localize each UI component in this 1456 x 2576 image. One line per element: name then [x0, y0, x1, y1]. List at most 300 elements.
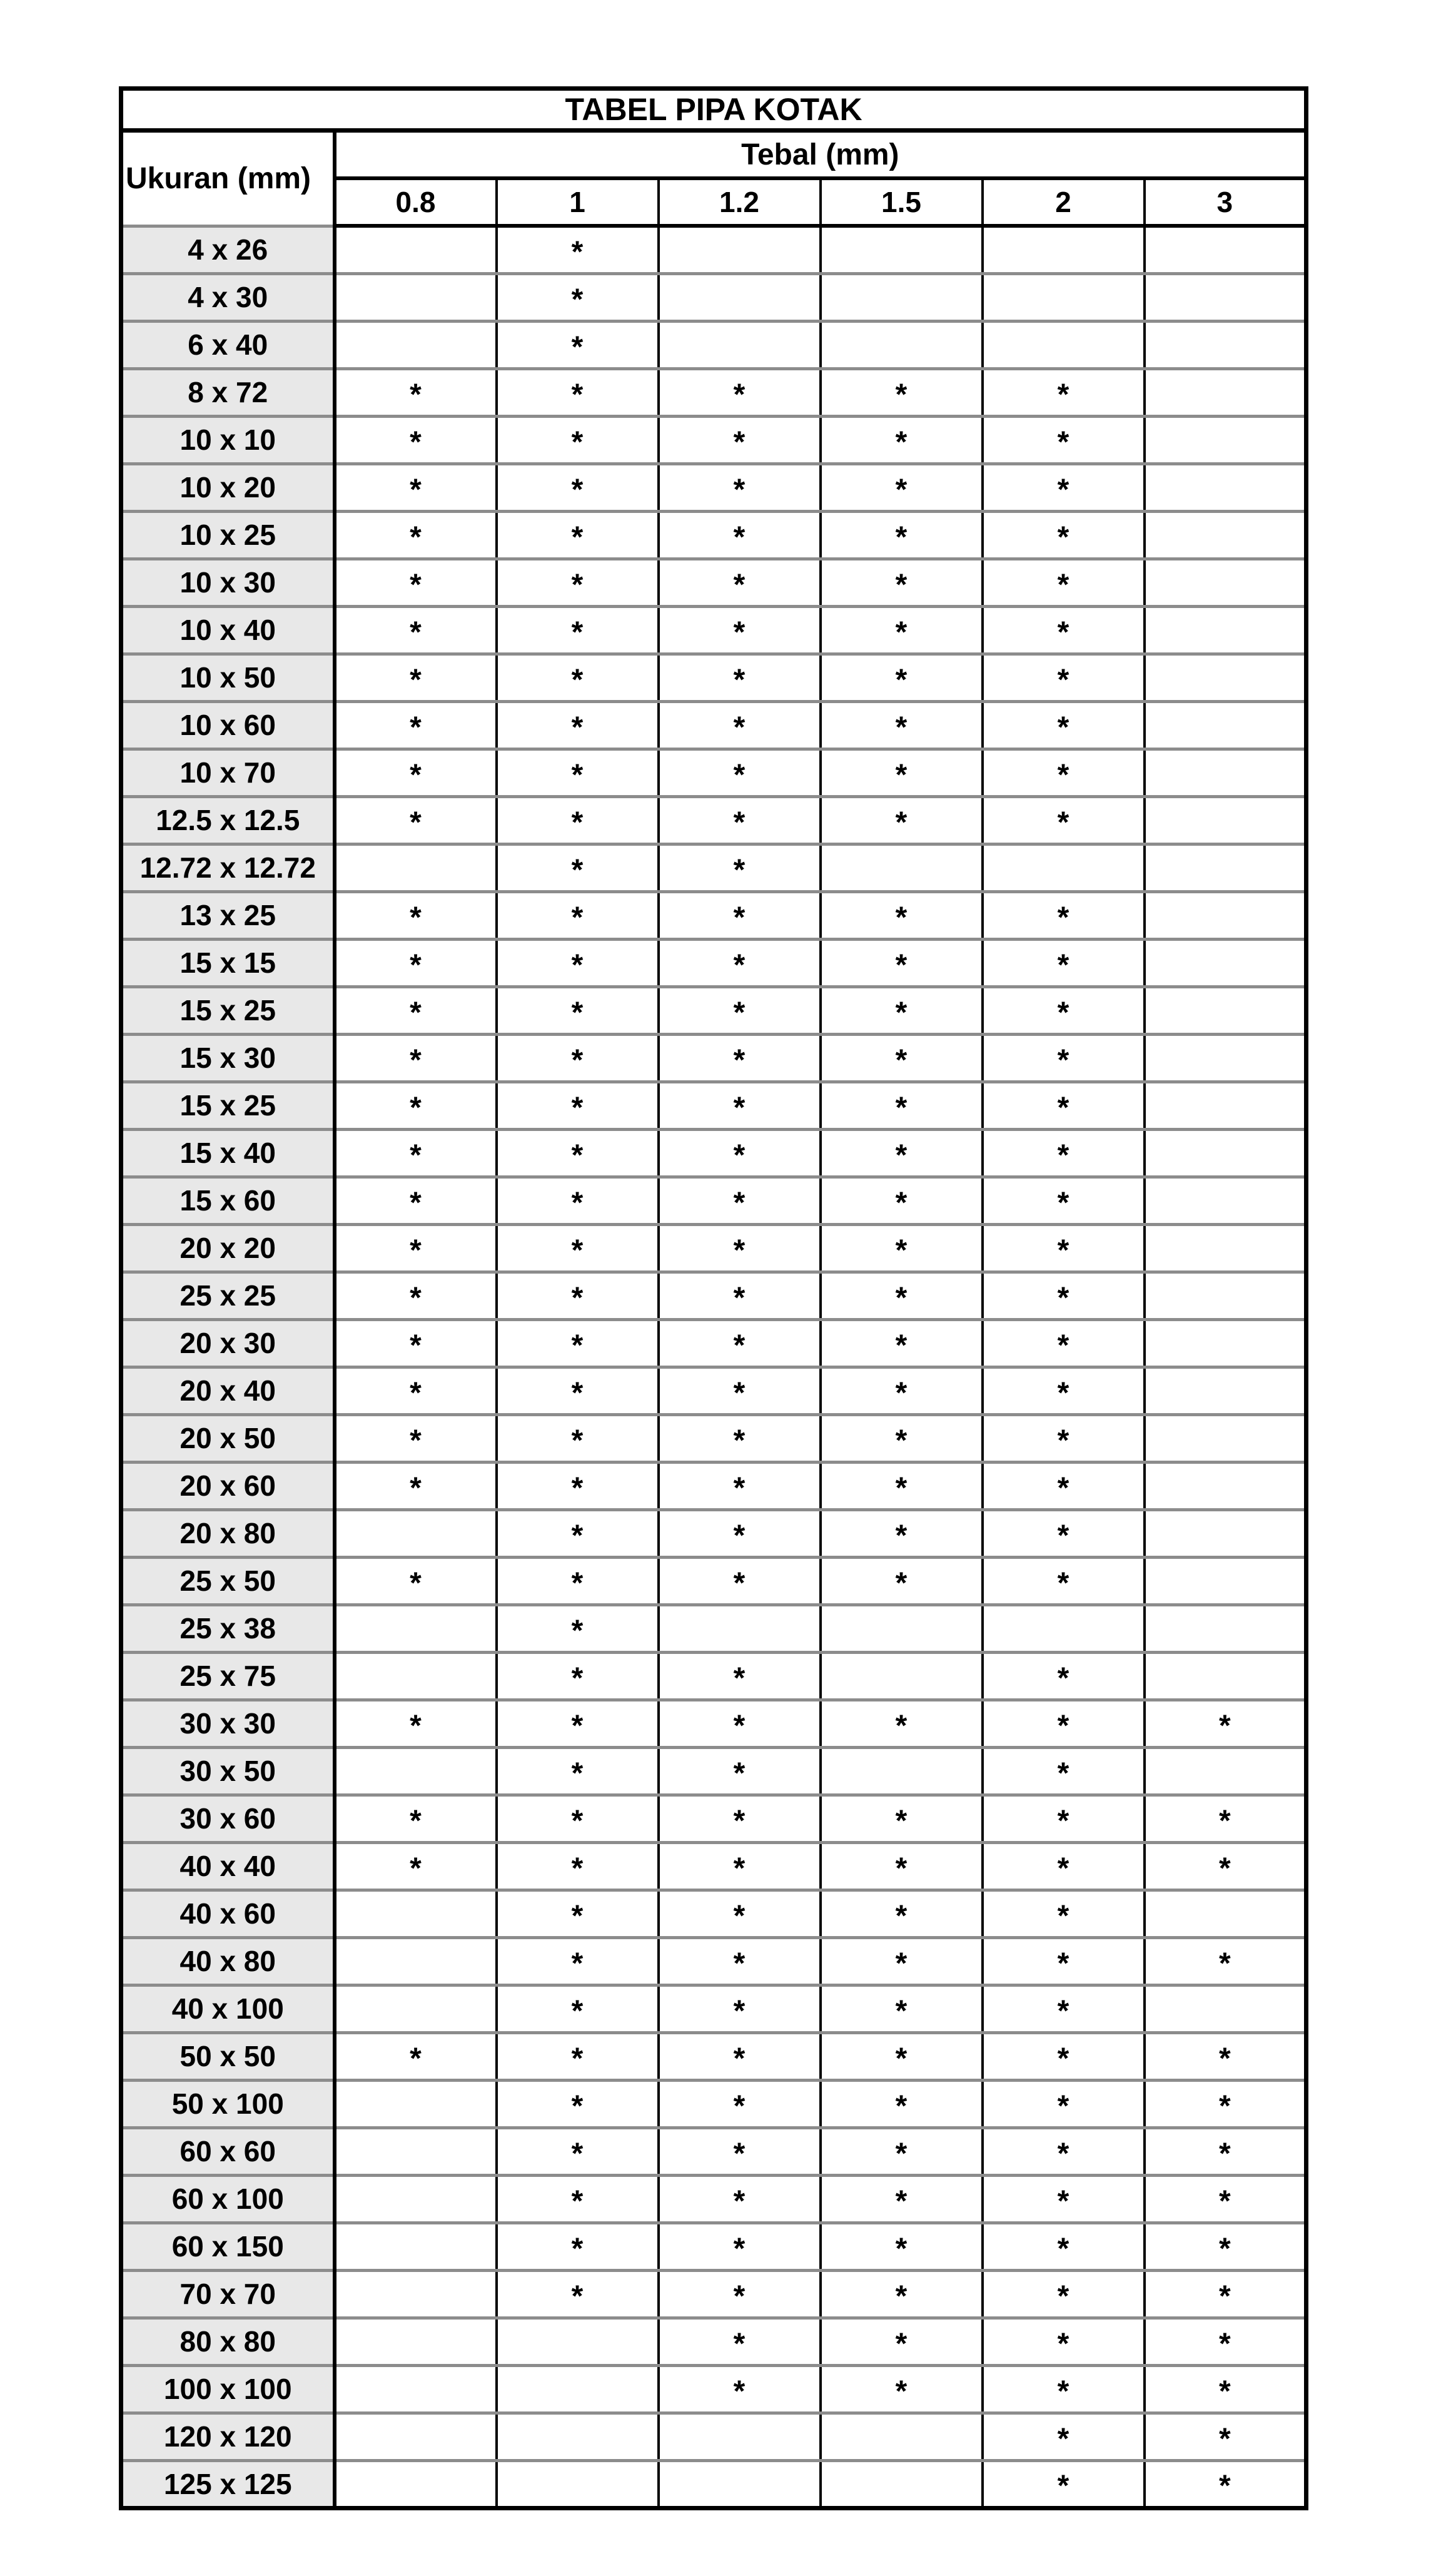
empty-cell: [1145, 701, 1307, 749]
asterisk-mark: *: [410, 567, 422, 601]
asterisk-mark: *: [733, 1138, 746, 1172]
mark-cell: [659, 2223, 821, 2270]
asterisk-mark: *: [571, 1946, 584, 1980]
asterisk-mark: *: [895, 2231, 907, 2265]
table-row: [121, 1414, 1307, 1462]
mark-cell: [497, 368, 659, 416]
asterisk-mark: *: [895, 805, 907, 839]
mark-cell: [821, 1082, 983, 1129]
asterisk-mark: *: [1057, 1280, 1069, 1314]
mark-cell: [659, 654, 821, 701]
mark-cell: [821, 2127, 983, 2175]
mark-cell: [659, 844, 821, 891]
mark-cell: [983, 606, 1145, 654]
mark-cell: [659, 2365, 821, 2413]
asterisk-mark: *: [571, 900, 584, 934]
asterisk-mark: *: [1218, 2469, 1231, 2503]
mark-cell: [1145, 2127, 1307, 2175]
asterisk-mark: *: [1057, 805, 1069, 839]
asterisk-mark: *: [571, 995, 584, 1029]
empty-cell: [497, 2460, 659, 2508]
asterisk-mark: *: [571, 2136, 584, 2170]
table-row: [121, 1985, 1307, 2032]
empty-cell: [659, 2460, 821, 2508]
asterisk-mark: *: [895, 1043, 907, 1077]
asterisk-mark: *: [1057, 1328, 1069, 1362]
mark-cell: [335, 1224, 497, 1272]
mark-cell: [659, 1557, 821, 1605]
size-cell: 12.72 x 12.72: [121, 844, 335, 891]
asterisk-mark: *: [895, 758, 907, 791]
mark-cell: [497, 1177, 659, 1224]
mark-cell: [821, 986, 983, 1034]
mark-cell: [821, 464, 983, 511]
mark-cell: [821, 701, 983, 749]
asterisk-mark: *: [571, 1661, 584, 1695]
size-cell: 10 x 30: [121, 559, 335, 606]
mark-cell: [821, 1795, 983, 1842]
mark-cell: [497, 2080, 659, 2127]
size-cell: 50 x 100: [121, 2080, 335, 2127]
size-cell: 15 x 25: [121, 1082, 335, 1129]
table-row: [121, 1509, 1307, 1557]
asterisk-mark: *: [1057, 1708, 1069, 1742]
mark-cell: [335, 1557, 497, 1605]
mark-cell: [497, 701, 659, 749]
empty-cell: [821, 844, 983, 891]
asterisk-mark: *: [571, 1613, 584, 1647]
empty-cell: [1145, 1985, 1307, 2032]
asterisk-mark: *: [410, 758, 422, 791]
table-row: [121, 1652, 1307, 1700]
table-row: [121, 1177, 1307, 1224]
mark-cell: [659, 511, 821, 559]
mark-cell: [659, 2127, 821, 2175]
asterisk-mark: *: [1057, 710, 1069, 744]
size-cell: 30 x 60: [121, 1795, 335, 1842]
empty-cell: [1145, 939, 1307, 986]
mark-cell: [821, 1509, 983, 1557]
asterisk-mark: *: [733, 1423, 746, 1457]
asterisk-mark: *: [733, 1043, 746, 1077]
mark-cell: [1145, 2413, 1307, 2460]
asterisk-mark: *: [1057, 2089, 1069, 2122]
mark-cell: [983, 559, 1145, 606]
mark-cell: [659, 1937, 821, 1985]
group-header-row: [121, 131, 1307, 179]
asterisk-mark: *: [571, 520, 584, 554]
asterisk-mark: *: [733, 472, 746, 506]
asterisk-mark: *: [895, 1899, 907, 1932]
size-cell: 25 x 25: [121, 1272, 335, 1319]
asterisk-mark: *: [733, 1946, 746, 1980]
mark-cell: [497, 1462, 659, 1509]
table-row: [121, 416, 1307, 464]
asterisk-mark: *: [571, 853, 584, 886]
asterisk-mark: *: [733, 1994, 746, 2027]
asterisk-mark: *: [733, 1471, 746, 1504]
asterisk-mark: *: [1057, 2469, 1069, 2503]
empty-cell: [335, 1605, 497, 1652]
empty-cell: [983, 273, 1145, 321]
asterisk-mark: *: [733, 1661, 746, 1695]
mark-cell: [821, 749, 983, 796]
asterisk-mark: *: [895, 948, 907, 981]
mark-cell: [497, 606, 659, 654]
mark-cell: [1145, 2175, 1307, 2223]
mark-cell: [1145, 2080, 1307, 2127]
mark-cell: [335, 939, 497, 986]
size-cell: 40 x 60: [121, 1890, 335, 1937]
mark-cell: [983, 1842, 1145, 1890]
mark-cell: [821, 1272, 983, 1319]
table-row: [121, 654, 1307, 701]
size-cell: 15 x 25: [121, 986, 335, 1034]
mark-cell: [821, 416, 983, 464]
mark-cell: [335, 2032, 497, 2080]
mark-cell: [983, 1509, 1145, 1557]
asterisk-mark: *: [733, 615, 746, 649]
mark-cell: [1145, 2365, 1307, 2413]
empty-cell: [1145, 559, 1307, 606]
mark-cell: [659, 1509, 821, 1557]
asterisk-mark: *: [571, 1994, 584, 2027]
asterisk-mark: *: [1057, 1090, 1069, 1124]
empty-cell: [821, 1747, 983, 1795]
asterisk-mark: *: [410, 995, 422, 1029]
mark-cell: [335, 1795, 497, 1842]
mark-cell: [659, 2318, 821, 2365]
asterisk-mark: *: [410, 1423, 422, 1457]
asterisk-mark: *: [895, 995, 907, 1029]
asterisk-mark: *: [1218, 1803, 1231, 1837]
asterisk-mark: *: [895, 2184, 907, 2218]
table-row: [121, 606, 1307, 654]
asterisk-mark: *: [410, 1090, 422, 1124]
asterisk-mark: *: [571, 2089, 584, 2122]
empty-cell: [1145, 464, 1307, 511]
asterisk-mark: *: [895, 1851, 907, 1885]
size-cell: 40 x 80: [121, 1937, 335, 1985]
asterisk-mark: *: [1057, 1376, 1069, 1409]
mark-cell: [1145, 2270, 1307, 2318]
table-title: TABEL PIPA KOTAK: [121, 89, 1307, 131]
empty-cell: [1145, 1605, 1307, 1652]
empty-cell: [983, 321, 1145, 368]
asterisk-mark: *: [571, 235, 584, 269]
mark-cell: [983, 749, 1145, 796]
size-cell: 10 x 25: [121, 511, 335, 559]
table-row: [121, 1224, 1307, 1272]
table-row: [121, 2080, 1307, 2127]
mark-cell: [497, 511, 659, 559]
mark-cell: [497, 273, 659, 321]
asterisk-mark: *: [1218, 2231, 1231, 2265]
asterisk-mark: *: [410, 377, 422, 411]
table-row: [121, 1842, 1307, 1890]
mark-cell: [983, 1652, 1145, 1700]
table-header: [121, 89, 1307, 226]
asterisk-mark: *: [1057, 662, 1069, 696]
size-cell: 4 x 26: [121, 226, 335, 273]
mark-cell: [821, 1890, 983, 1937]
empty-cell: [821, 273, 983, 321]
mark-cell: [497, 559, 659, 606]
mark-cell: [335, 1842, 497, 1890]
size-cell: 80 x 80: [121, 2318, 335, 2365]
empty-cell: [497, 2365, 659, 2413]
asterisk-mark: *: [733, 1376, 746, 1409]
empty-cell: [821, 1605, 983, 1652]
mark-cell: [497, 1082, 659, 1129]
asterisk-mark: *: [1057, 2421, 1069, 2455]
empty-cell: [335, 2270, 497, 2318]
mark-cell: [659, 939, 821, 986]
mark-cell: [821, 2175, 983, 2223]
mark-cell: [335, 416, 497, 464]
size-cell: 20 x 80: [121, 1509, 335, 1557]
mark-cell: [497, 986, 659, 1034]
table-row: [121, 1605, 1307, 1652]
empty-cell: [1145, 273, 1307, 321]
mark-cell: [497, 654, 659, 701]
asterisk-mark: *: [895, 377, 907, 411]
asterisk-mark: *: [410, 1138, 422, 1172]
asterisk-mark: *: [895, 472, 907, 506]
mark-cell: [983, 416, 1145, 464]
asterisk-mark: *: [410, 1043, 422, 1077]
mark-cell: [659, 796, 821, 844]
mark-cell: [659, 749, 821, 796]
asterisk-mark: *: [571, 377, 584, 411]
empty-cell: [1145, 749, 1307, 796]
empty-cell: [1145, 1890, 1307, 1937]
asterisk-mark: *: [895, 2326, 907, 2360]
asterisk-mark: *: [1057, 1566, 1069, 1600]
mark-cell: [335, 1367, 497, 1414]
asterisk-mark: *: [1218, 2374, 1231, 2408]
mark-cell: [335, 796, 497, 844]
table-row: [121, 986, 1307, 1034]
mark-cell: [659, 1367, 821, 1414]
empty-cell: [1145, 1557, 1307, 1605]
table-row: [121, 2413, 1307, 2460]
asterisk-mark: *: [571, 710, 584, 744]
table-row: [121, 2127, 1307, 2175]
asterisk-mark: *: [1057, 1899, 1069, 1932]
empty-cell: [335, 2460, 497, 2508]
size-cell: 120 x 120: [121, 2413, 335, 2460]
mark-cell: [983, 986, 1145, 1034]
empty-cell: [821, 2413, 983, 2460]
asterisk-mark: *: [895, 1471, 907, 1504]
empty-cell: [983, 226, 1145, 273]
table-row: [121, 464, 1307, 511]
asterisk-mark: *: [895, 2136, 907, 2170]
mark-cell: [497, 321, 659, 368]
asterisk-mark: *: [1057, 900, 1069, 934]
table-row: [121, 2223, 1307, 2270]
mark-cell: [659, 559, 821, 606]
size-cell: 25 x 50: [121, 1557, 335, 1605]
asterisk-mark: *: [1218, 2326, 1231, 2360]
asterisk-mark: *: [571, 662, 584, 696]
size-cell: 70 x 70: [121, 2270, 335, 2318]
mark-cell: [1145, 2318, 1307, 2365]
mark-cell: [659, 1177, 821, 1224]
asterisk-mark: *: [1057, 2041, 1069, 2075]
mark-cell: [821, 606, 983, 654]
mark-cell: [659, 1462, 821, 1509]
mark-cell: [659, 368, 821, 416]
size-cell: 60 x 150: [121, 2223, 335, 2270]
size-cell: 10 x 40: [121, 606, 335, 654]
size-cell: 10 x 70: [121, 749, 335, 796]
mark-cell: [983, 2270, 1145, 2318]
table-row: [121, 321, 1307, 368]
mark-cell: [983, 368, 1145, 416]
empty-cell: [335, 321, 497, 368]
mark-cell: [335, 1082, 497, 1129]
mark-cell: [821, 2080, 983, 2127]
empty-cell: [1145, 844, 1307, 891]
mark-cell: [983, 1747, 1145, 1795]
empty-cell: [1145, 891, 1307, 939]
asterisk-mark: *: [1057, 1851, 1069, 1885]
asterisk-mark: *: [733, 995, 746, 1029]
asterisk-mark: *: [733, 2231, 746, 2265]
mark-cell: [821, 1129, 983, 1177]
asterisk-mark: *: [571, 472, 584, 506]
mark-cell: [821, 1414, 983, 1462]
table-row: [121, 1319, 1307, 1367]
asterisk-mark: *: [733, 1708, 746, 1742]
asterisk-mark: *: [410, 1566, 422, 1600]
asterisk-mark: *: [410, 710, 422, 744]
asterisk-mark: *: [1218, 1708, 1231, 1742]
mark-cell: [659, 1890, 821, 1937]
mark-cell: [497, 416, 659, 464]
mark-cell: [659, 1224, 821, 1272]
mark-cell: [821, 1224, 983, 1272]
mark-cell: [497, 2127, 659, 2175]
size-cell: 60 x 60: [121, 2127, 335, 2175]
asterisk-mark: *: [410, 1328, 422, 1362]
mark-cell: [821, 1319, 983, 1367]
mark-cell: [821, 1177, 983, 1224]
mark-cell: [497, 1795, 659, 1842]
mark-cell: [659, 1414, 821, 1462]
mark-cell: [497, 1557, 659, 1605]
mark-cell: [983, 1414, 1145, 1462]
mark-cell: [983, 1557, 1145, 1605]
asterisk-mark: *: [571, 2231, 584, 2265]
empty-cell: [1145, 796, 1307, 844]
asterisk-mark: *: [1057, 1946, 1069, 1980]
asterisk-mark: *: [895, 1090, 907, 1124]
mark-cell: [821, 1985, 983, 2032]
asterisk-mark: *: [571, 1423, 584, 1457]
mark-cell: [983, 2032, 1145, 2080]
mark-cell: [335, 749, 497, 796]
mark-cell: [497, 1842, 659, 1890]
asterisk-mark: *: [733, 1185, 746, 1219]
mark-cell: [335, 1700, 497, 1747]
thickness-header-0.8: 0.8: [335, 178, 497, 226]
asterisk-mark: *: [733, 1090, 746, 1124]
mark-cell: [335, 1319, 497, 1367]
empty-cell: [983, 1605, 1145, 1652]
size-cell: 100 x 100: [121, 2365, 335, 2413]
mark-cell: [335, 511, 497, 559]
asterisk-mark: *: [895, 710, 907, 744]
asterisk-mark: *: [1057, 995, 1069, 1029]
asterisk-mark: *: [1057, 2136, 1069, 2170]
asterisk-mark: *: [1057, 615, 1069, 649]
empty-cell: [1145, 1462, 1307, 1509]
mark-cell: [497, 844, 659, 891]
mark-cell: [497, 1605, 659, 1652]
mark-cell: [1145, 1937, 1307, 1985]
empty-cell: [335, 2080, 497, 2127]
mark-cell: [497, 1937, 659, 1985]
empty-cell: [659, 321, 821, 368]
asterisk-mark: *: [895, 1376, 907, 1409]
empty-cell: [335, 273, 497, 321]
asterisk-mark: *: [571, 567, 584, 601]
size-cell: 50 x 50: [121, 2032, 335, 2080]
mark-cell: [821, 1034, 983, 1082]
asterisk-mark: *: [733, 2136, 746, 2170]
asterisk-mark: *: [1057, 758, 1069, 791]
mark-cell: [821, 1700, 983, 1747]
asterisk-mark: *: [733, 1899, 746, 1932]
asterisk-mark: *: [571, 1851, 584, 1885]
asterisk-mark: *: [895, 662, 907, 696]
asterisk-mark: *: [733, 2089, 746, 2122]
asterisk-mark: *: [410, 425, 422, 459]
mark-cell: [1145, 2032, 1307, 2080]
size-cell: 8 x 72: [121, 368, 335, 416]
asterisk-mark: *: [895, 1328, 907, 1362]
size-cell: 12.5 x 12.5: [121, 796, 335, 844]
table-row: [121, 701, 1307, 749]
mark-cell: [821, 1557, 983, 1605]
table-row: [121, 891, 1307, 939]
mark-cell: [983, 511, 1145, 559]
asterisk-mark: *: [410, 662, 422, 696]
mark-cell: [659, 2175, 821, 2223]
asterisk-mark: *: [410, 520, 422, 554]
size-cell: 25 x 75: [121, 1652, 335, 1700]
mark-cell: [983, 701, 1145, 749]
table-row: [121, 844, 1307, 891]
size-cell: 10 x 60: [121, 701, 335, 749]
empty-cell: [335, 1890, 497, 1937]
mark-cell: [821, 1367, 983, 1414]
asterisk-mark: *: [1057, 1756, 1069, 1790]
asterisk-mark: *: [410, 805, 422, 839]
mark-cell: [983, 1937, 1145, 1985]
asterisk-mark: *: [410, 1185, 422, 1219]
asterisk-mark: *: [1057, 425, 1069, 459]
empty-cell: [1145, 1367, 1307, 1414]
empty-cell: [1145, 1747, 1307, 1795]
mark-cell: [983, 2080, 1145, 2127]
asterisk-mark: *: [733, 662, 746, 696]
empty-cell: [1145, 368, 1307, 416]
mark-cell: [497, 1224, 659, 1272]
